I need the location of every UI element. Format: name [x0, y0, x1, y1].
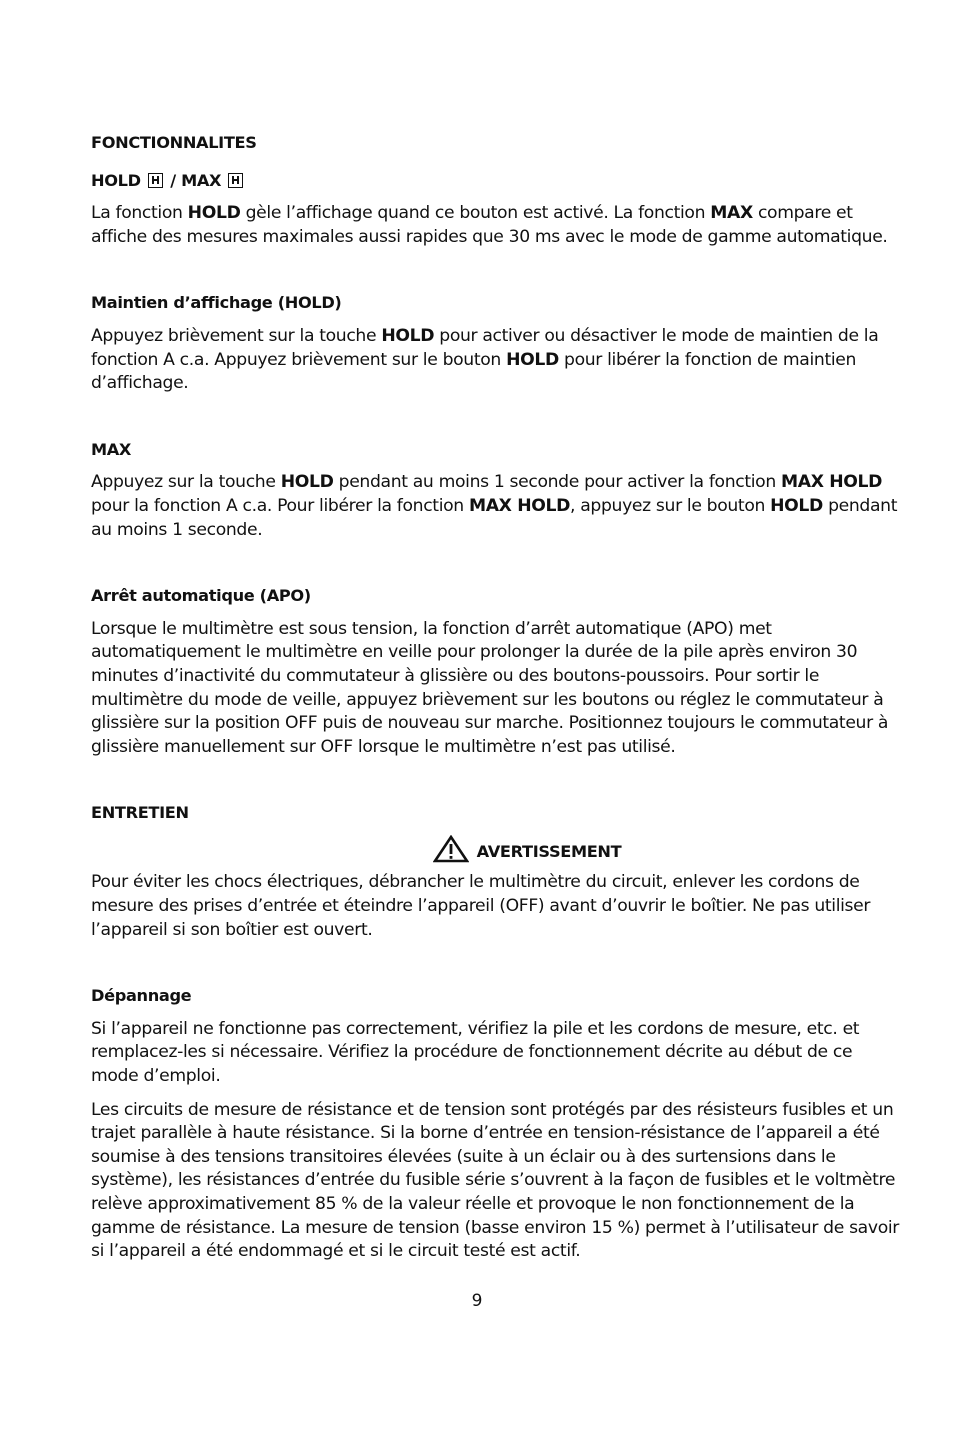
bold-run: HOLD [506, 349, 559, 370]
bold-run: MAX HOLD [781, 472, 883, 493]
paragraph-maintien [91, 325, 903, 396]
paragraph-depannage-1: Si l’appareil ne fonctionne pas correctement, vérifiez la pile et les cordons de mesure, etc. et remplacez-les si nécessaire. Vérifiez la procédure de fonctionnement décrite au début de ce mode d’emploi. [91, 1018, 860, 1087]
hold-box-icon [228, 173, 243, 188]
max-label: / MAX [164, 170, 227, 190]
paragraph-max [91, 471, 903, 542]
text-run: Appuyez sur la touche [91, 472, 281, 493]
text-run: La fonction [91, 203, 188, 224]
bold-run: MAX HOLD [468, 495, 571, 516]
warning-triangle-icon [433, 835, 469, 863]
paragraph-depannage-2: Les circuits de mesure de résistance et de tension sont protégés par des résisteurs fusibles et un trajet parallèle à haute résistance. Si la borne d’entrée en tension-résistance de l’appareil a été soumise à des tensions transitoires élevées (suite à un éclair ou à des surtensions dans le système), les résistances d’entrée du fusible série s’ouvrent à la façon de fusibles et le voltmètre relève approximativement 85 % de la valeur réelle et provoque le non fonctionnement de la gamme de résistance. La mesure de tension (basse environ 15 %) permet à l’utilisateur de savoir si l’appareil a été endommagé et si le circuit testé est actif. [91, 1099, 899, 1262]
text-run: , appuyez sur le bouton [570, 495, 771, 516]
text-run: compare et affiche des mesures maximales aussi rapides que 30 ms avec le mode de gamme automatique. [91, 203, 888, 247]
text-run: gèle l’affichage quand ce bouton est activé. La fonction [240, 203, 711, 224]
text-run: pour activer ou désactiver le mode de maintien de la fonction A c.a. Appuyez brièvement sur le bouton [91, 325, 879, 370]
text-run: pendant au moins 1 seconde. [91, 495, 898, 540]
warning-label: AVERTISSEMENT [476, 841, 622, 861]
bold-run: MAX [710, 203, 753, 224]
hold-box-icon [148, 173, 163, 188]
section-title-hold-max [91, 169, 903, 193]
hold-label: HOLD [91, 170, 141, 190]
bold-run: HOLD [187, 203, 241, 224]
section-title-fonctionnalites: FONCTIONNALITES [91, 133, 257, 152]
text-run: Appuyez brièvement sur la touche [91, 325, 382, 346]
section-title-depannage: Dépannage [91, 986, 192, 1006]
text-run: pour libérer la fonction de maintien d’affichage. [91, 349, 857, 394]
warning-heading [91, 835, 903, 864]
section-title-entretien: ENTRETIEN [91, 803, 189, 823]
paragraph-entretien: Pour éviter les chocs électriques, débrancher le multimètre du circuit, enlever les cordons de mesure des prises d’entrée et éteindre l’appareil (OFF) avant d’ouvrir le boîtier. Ne pas utiliser l’appareil si son boîtier est ouvert. [91, 872, 871, 940]
text-run: pour la fonction A c.a. Pour libérer la fonction [91, 495, 469, 516]
section-title-apo: Arrêt automatique (APO) [91, 586, 311, 606]
section-title-maintien: Maintien d’affichage (HOLD) [91, 293, 342, 313]
paragraph-apo: Lorsque le multimètre est sous tension, la fonction d’arrêt automatique (APO) met automatiquement le multimètre en veille pour prolonger la durée de la pile après environ 30 minutes d’inactivité du commutateur à glissière ou des boutons-poussoirs. Pour sortir le multimètre du mode de veille, appuyez brièvement sur les boutons ou réglez le commutateur à glissière sur la position OFF puis de nouveau sur marche. Positionnez toujours le commutateur à glissière manuellement sur OFF lorsque le multimètre n’est pas utilisé. [91, 618, 889, 757]
manual-page [91, 131, 903, 1264]
section-title-max: MAX [91, 439, 132, 459]
text-run: pendant au moins 1 seconde pour activer la fonction [333, 472, 782, 493]
bold-run: HOLD [381, 325, 435, 346]
bold-run: HOLD [280, 472, 334, 493]
bold-run: HOLD [770, 495, 823, 516]
page-number: 9 [471, 1291, 483, 1311]
paragraph-hold-max [91, 202, 903, 249]
